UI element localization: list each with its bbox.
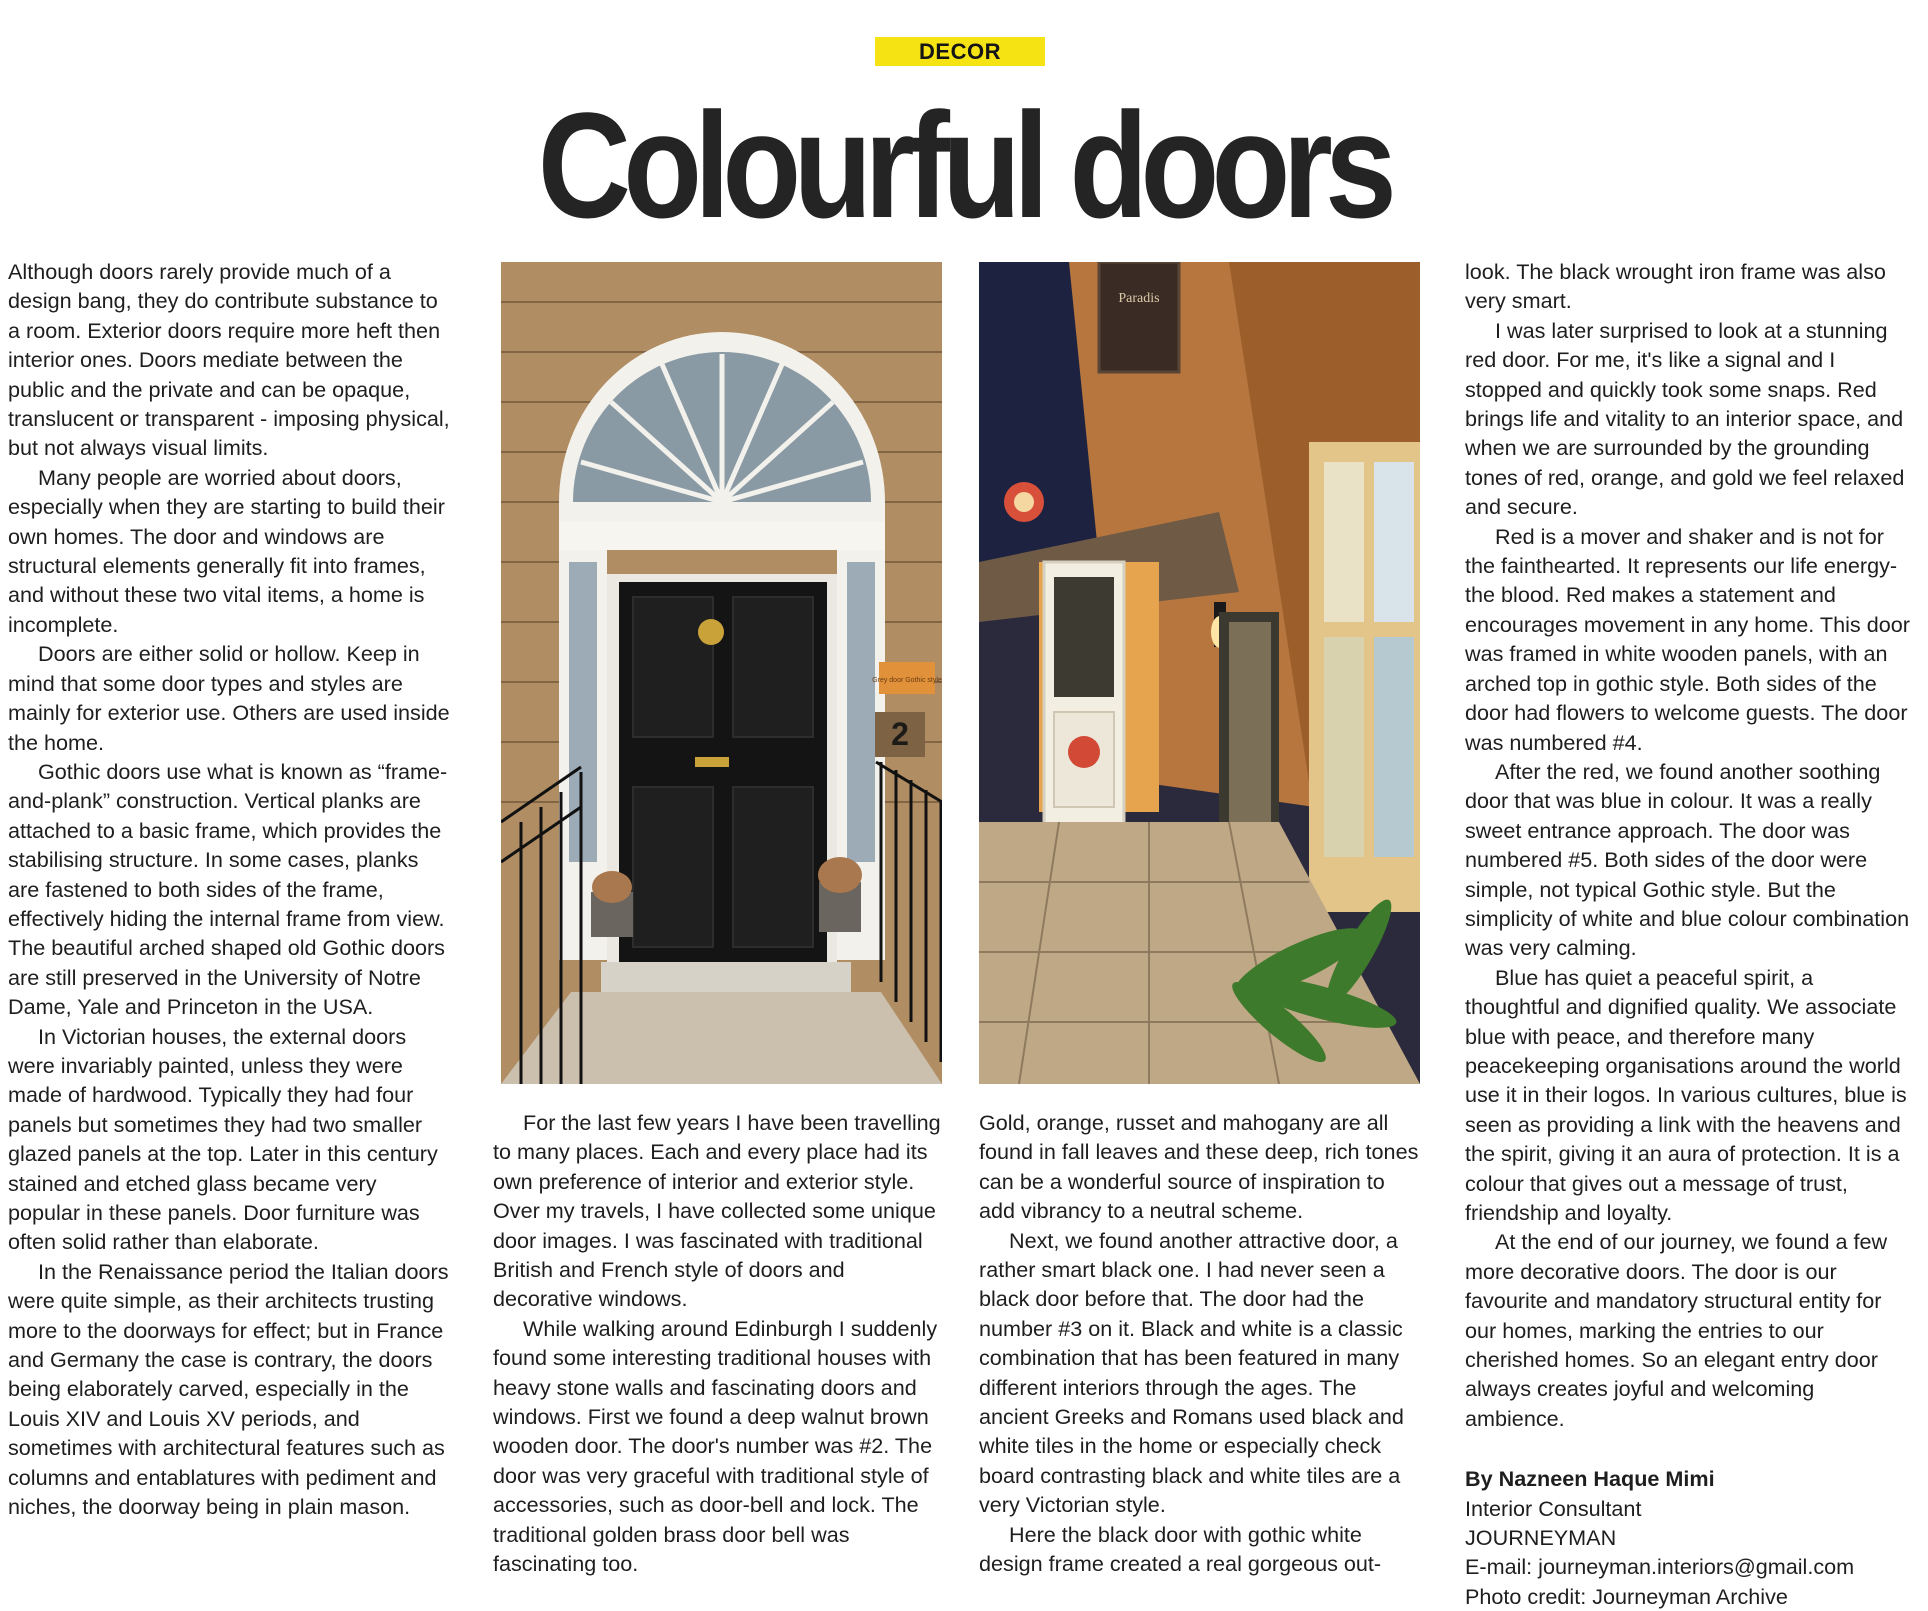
paragraph: Next, we found another attractive door, a rather smart black one. I had never seen a black door before that. The door had the number #3 on it. Black and white is a classic combination that has been featured in many different interiors through the ages. The ancient Greeks and Romans used black and white tiles in the home or especially check board contrasting black and white tiles are a very Victorian style.: [979, 1227, 1404, 1518]
article-column-2: [493, 1108, 941, 1579]
paragraph: Blue has quiet a peaceful spirit, a thoughtful and dignified quality. We associate blue with peace, and therefore many peacekeeping organisations around the world use it in their logos. In various cultures, blue is seen as providing a link with the heavens and the spirit, giving it an aura of protection. It is a colour that gives out a message of trust, friendship and loyalty.: [1465, 964, 1907, 1225]
paragraph: Here the black door with gothic white design frame created a real gorgeous out-: [979, 1521, 1382, 1577]
paragraph: Many people are worried about doors, especially when they are starting to build their own homes. The door and windows are structural elements generally fit into frames, and without these two vital items, a home is incomplete.: [8, 464, 445, 637]
shop-sign-text: Paradis: [1118, 291, 1160, 306]
paragraph: Gothic doors use what is known as “frame-and-plank” construction. Vertical planks are attached to a basic frame, which provides the stabilising structure. In some cases, planks are fastened to both sides of the frame, effectively hiding the internal frame from view. The beautiful arched shaped old Gothic doors are still preserved in the University of Notre Dame, Yale and Princeton in the USA.: [8, 758, 448, 1020]
house-number: 2: [891, 716, 909, 752]
author-company: JOURNEYMAN: [1465, 1525, 1617, 1551]
paragraph: Red is a mover and shaker and is not for the fainthearted. It represents our life energy-the blood. Red makes a statement and encourages movement in any home. This door was framed in white wooden panels, with an arched top in gothic style. Both sides of the door had flowers to welcome guests. The door was numbered #4.: [1465, 523, 1910, 755]
article-column-3: [979, 1108, 1419, 1579]
paragraph: After the red, we found another soothing door that was blue in colour. It was a really sweet entrance approach. The door was numbered #5. Both sides of the door were simple, not typical Gothic style. But the simplicity of white and blue colour combination was very calming.: [1465, 758, 1910, 961]
photo-white-door-street: [979, 262, 1420, 1084]
paragraph: At the end of our journey, we found a few more decorative doors. The door is our favourite and mandatory structural entity for our homes, marking the entries to our cherished homes. So an elegant entry door always creates joyful and welcoming ambience.: [1465, 1229, 1888, 1431]
paragraph: look. The black wrought iron frame was also very smart.: [1465, 259, 1886, 314]
article-column-4: [1465, 257, 1913, 1611]
photo-black-door: [501, 262, 942, 1084]
author-name: By Nazneen Haque Mimi: [1465, 1466, 1715, 1492]
headline: Colourful doors: [537, 81, 1390, 249]
paragraph: Gold, orange, russet and mahogany are all found in fall leaves and these deep, rich tones can be a wonderful source of inspiration to add vibrancy to a neutral scheme.: [979, 1110, 1419, 1224]
author-role: Interior Consultant: [1465, 1495, 1642, 1521]
byline: [1465, 1464, 1913, 1611]
paragraph: In Victorian houses, the external doors were invariably painted, unless they were made of hardwood. Typically they had four panels but sometimes they had two smaller glazed panels at the top. Later in this century stained and etched glass became very popular in these panels. Door furniture was often solid rather than elaborate.: [8, 1023, 438, 1255]
author-email: E-mail: journeyman.interiors@gmail.com: [1465, 1554, 1855, 1580]
door-plaque-text: Grey door Gothic style: [872, 677, 942, 684]
photo-credit: Photo credit: Journeyman Archive: [1465, 1583, 1788, 1609]
paragraph: Doors are either solid or hollow. Keep in mind that some door types and styles are mainly for exterior use. Others are used inside the home.: [8, 641, 450, 755]
paragraph: In the Renaissance period the Italian doors were quite simple, as their architects trusting more to the doorways for effect; but in France and Germany the case is contrary, the doors being elaborately carved, especially in the Louis XIV and Louis XV periods, and sometimes with architectural features such as columns and entablatures with pediment and niches, the doorway being in plain mason.: [8, 1258, 449, 1520]
paragraph: I was later surprised to look at a stunning red door. For me, it's like a signal and I stopped and quickly took some snaps. Red brings life and vitality to an interior space, and when we are surrounded by the grounding tones of red, orange, and gold we feel relaxed and secure.: [1465, 317, 1905, 520]
paragraph: Although doors rarely provide much of a design bang, they do contribute substance to a room. Exterior doors require more heft then interior ones. Doors mediate between the public and the private and can be opaque, translucent or transparent - imposing physical, but not always visual limits.: [8, 259, 450, 461]
section-tag: DECOR: [875, 37, 1045, 66]
article-column-1: [8, 257, 454, 1521]
paragraph: For the last few years I have been travelling to many places. Each and every place had its own preference of interior and exterior style. Over my travels, I have collected some unique door images. I was fascinated with traditional British and French style of doors and decorative windows.: [493, 1110, 941, 1312]
paragraph: While walking around Edinburgh I suddenly found some interesting traditional houses with heavy stone walls and fascinating doors and windows. First we found a deep walnut brown wooden door. The door's number was #2. The door was very graceful with traditional style of accessories, such as door-bell and lock. The traditional golden brass door bell was fascinating too.: [493, 1315, 938, 1577]
